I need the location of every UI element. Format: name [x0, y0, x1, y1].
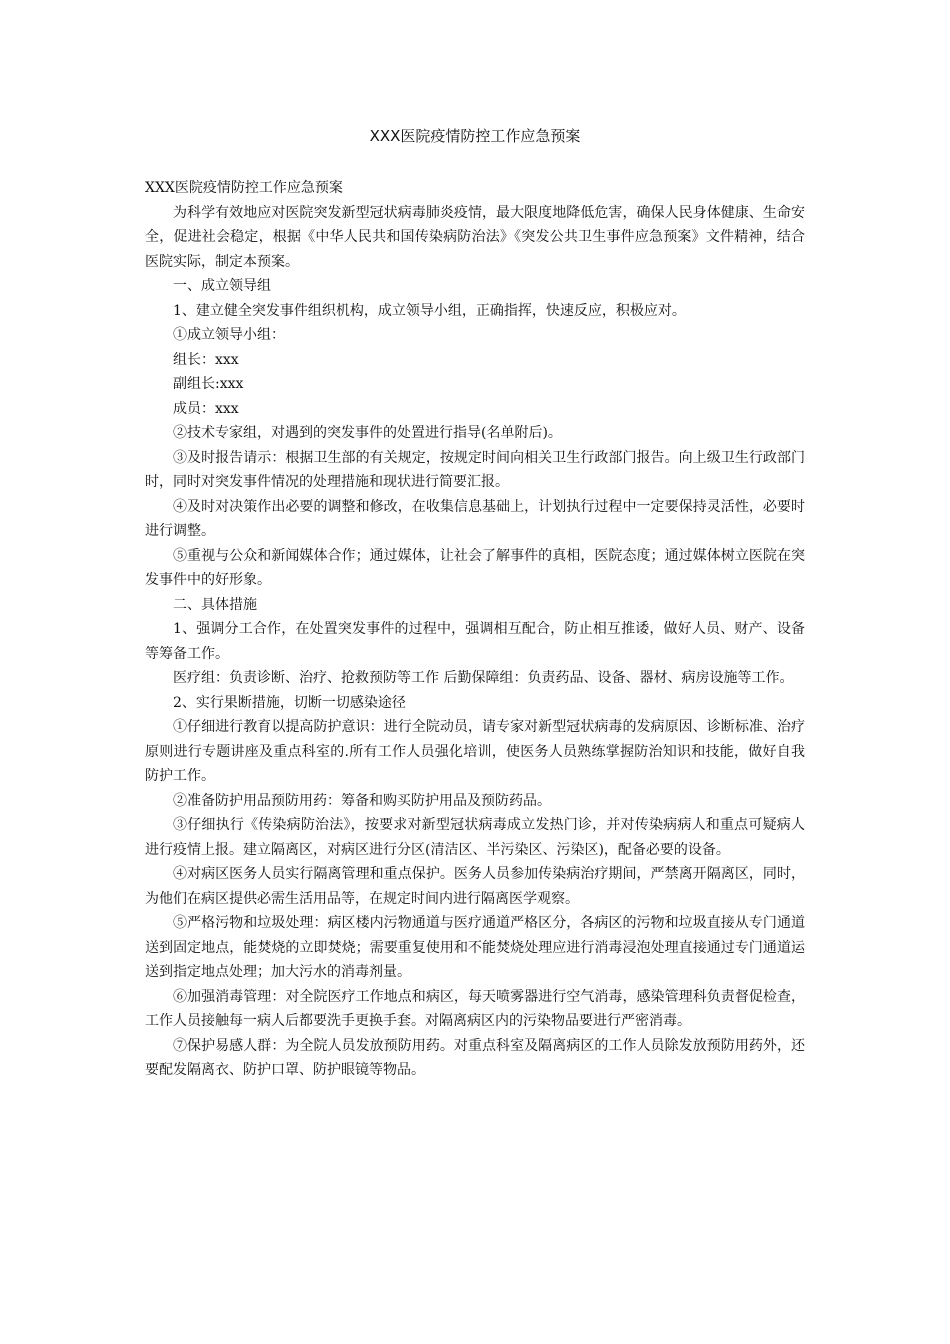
list-item: ③仔细执行《传染病防治法》，按要求对新型冠状病毒成立发热门诊，并对传染病病人和重点可疑病人进行疫情上报。建立隔离区，对病区进行分区(清洁区、半污染区、污染区)，配备必要的设备。: [145, 817, 805, 858]
list-item: ⑦保护易感人群：为全院人员发放预防用药。对重点科室及隔离病区的工作人员除发放预防用药外，还要配发隔离衣、防护口罩、防护眼镜等物品。: [145, 1037, 805, 1078]
list-item: ④及时对决策作出必要的调整和修改，在收集信息基础上，计划执行过程中一定要保持灵活性，必要时进行调整。: [145, 498, 805, 539]
document-body: [145, 176, 805, 1083]
paragraph: 1、建立健全突发事件组织机构，成立领导小组，正确指挥，快速反应，积极应对。: [173, 302, 686, 319]
list-item: ③及时报告请示：根据卫生部的有关规定，按规定时间向相关卫生行政部门报告。向上级卫生行政部门时，同时对突发事件情况的处理措施和现状进行简要汇报。: [145, 449, 805, 490]
paragraph: 医疗组：负责诊断、治疗、抢救预防等工作 后勤保障组：负责药品、设备、器材、病房设施等工作。: [173, 670, 794, 686]
section-heading: 一、成立领导组: [173, 278, 271, 294]
list-item: ①仔细进行教育以提高防护意识：进行全院动员，请专家对新型冠状病毒的发病原因、诊断标准、治疗原则进行专题讲座及重点科室的.所有工作人员强化培训，使医务人员熟练掌握防治知识和技能，做好自我防护工作。: [145, 719, 805, 784]
paragraph: 1、强调分工合作，在处置突发事件的过程中，强调相互配合，防止相互推诿，做好人员、财产、设备等筹备工作。: [145, 621, 805, 662]
list-item: ④对病区医务人员实行隔离管理和重点保护。医务人员参加传染病治疗期间，严禁离开隔离区，同时，为他们在病区提供必需生活用品等，在规定时间内进行隔离医学观察。: [145, 866, 805, 907]
list-item: ①成立领导小组：: [173, 327, 285, 343]
list-item: ⑤严格污物和垃圾处理：病区楼内污物通道与医疗通道严格区分，各病区的污物和垃圾直接从专门通道送到固定地点，能焚烧的立即焚烧；需要重复使用和不能焚烧处理应进行消毒浸泡处理直接通过专门通道运送到指定地点处理；加大污水的消毒剂量。: [145, 915, 805, 980]
list-item: ⑤重视与公众和新闻媒体合作；通过媒体，让社会了解事件的真相，医院态度；通过媒体树立医院在突发事件中的好形象。: [145, 547, 805, 588]
list-item: 组长：xxx: [173, 351, 239, 368]
list-item: 成员：xxx: [173, 400, 239, 417]
paragraph: 为科学有效地应对医院突发新型冠状病毒肺炎疫情，最大限度地降低危害，确保人民身体健康、生命安全，促进社会稳定，根据《中华人民共和国传染病防治法》《突发公共卫生事件应急预案》文件精神，结合医院实际，制定本预案。: [145, 204, 805, 270]
paragraph: 2、实行果断措施，切断一切感染途径: [173, 694, 406, 711]
section-heading: 二、具体措施: [173, 596, 257, 613]
list-item: 副组长:xxx: [173, 376, 244, 392]
document-subtitle: XXX医院疫情防控工作应急预案: [145, 180, 343, 196]
list-item: ②技术专家组，对遇到的突发事件的处置进行指导(名单附后)。: [173, 425, 562, 441]
list-item: ⑥加强消毒管理：对全院医疗工作地点和病区，每天喷雾器进行空气消毒，感染管理科负责督促检查，工作人员接触每一病人后都要洗手更换手套。对隔离病区内的污染物品要进行严密消毒。: [145, 988, 805, 1029]
list-item: ②准备防护用品预防用药：筹备和购买防护用品及预防药品。: [173, 792, 551, 809]
document-title: XXX医院疫情防控工作应急预案: [369, 127, 581, 145]
